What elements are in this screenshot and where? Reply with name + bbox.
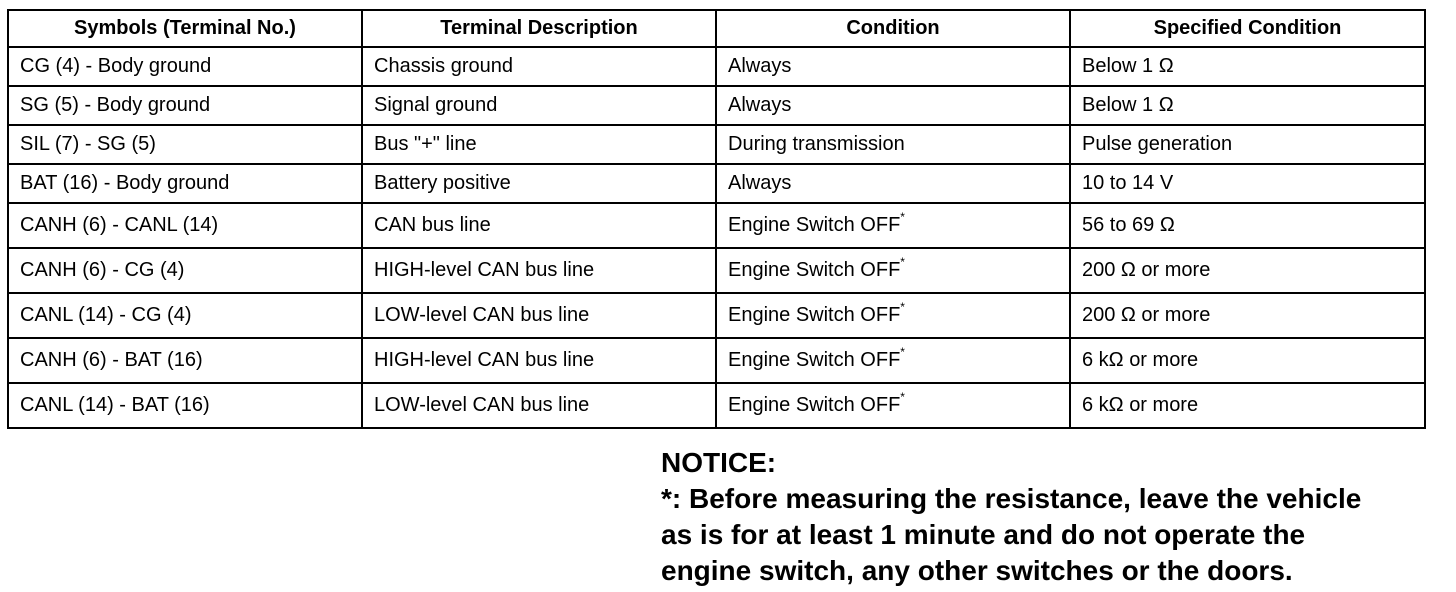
table-row xyxy=(8,47,1425,86)
cell-specified: 200 Ω or more xyxy=(1070,293,1425,338)
table-row xyxy=(8,164,1425,203)
terminal-spec-table xyxy=(7,9,1426,429)
table-header-row xyxy=(8,10,1425,47)
cell-description: Signal ground xyxy=(362,86,716,125)
table-row xyxy=(8,203,1425,248)
table-row xyxy=(8,383,1425,428)
cell-specified: 56 to 69 Ω xyxy=(1070,203,1425,248)
cell-description: HIGH-level CAN bus line xyxy=(362,248,716,293)
cell-specified: 200 Ω or more xyxy=(1070,248,1425,293)
cell-condition xyxy=(716,338,1070,383)
table-row xyxy=(8,248,1425,293)
condition-text: Engine Switch OFF xyxy=(728,259,901,281)
cell-condition xyxy=(716,383,1070,428)
cell-specified: 10 to 14 V xyxy=(1070,164,1425,203)
table-row xyxy=(8,125,1425,164)
cell-condition xyxy=(716,203,1070,248)
condition-text: Engine Switch OFF xyxy=(728,394,901,416)
cell-symbols: CANH (6) - BAT (16) xyxy=(8,338,362,383)
cell-description: Battery positive xyxy=(362,164,716,203)
cell-condition xyxy=(716,293,1070,338)
cell-description: Chassis ground xyxy=(362,47,716,86)
condition-text: During transmission xyxy=(728,133,905,155)
cell-description: LOW-level CAN bus line xyxy=(362,383,716,428)
cell-condition xyxy=(716,164,1070,203)
cell-symbols: CANL (14) - CG (4) xyxy=(8,293,362,338)
notice-line: *: Before measuring the resistance, leave the vehicle xyxy=(661,483,1362,514)
header-specified-condition: Specified Condition xyxy=(1070,10,1425,47)
cell-symbols: SG (5) - Body ground xyxy=(8,86,362,125)
notice-heading: NOTICE: xyxy=(661,447,777,478)
cell-symbols: CANH (6) - CG (4) xyxy=(8,248,362,293)
cell-description: LOW-level CAN bus line xyxy=(362,293,716,338)
cell-specified: Below 1 Ω xyxy=(1070,86,1425,125)
notice-block xyxy=(661,445,1451,589)
table-row xyxy=(8,338,1425,383)
cell-specified: 6 kΩ or more xyxy=(1070,338,1425,383)
cell-symbols: CANH (6) - CANL (14) xyxy=(8,203,362,248)
cell-description: CAN bus line xyxy=(362,203,716,248)
condition-text: Always xyxy=(728,94,792,116)
notice-line: as is for at least 1 minute and do not operate the xyxy=(661,519,1306,550)
cell-condition xyxy=(716,86,1070,125)
condition-text: Always xyxy=(728,172,792,194)
cell-symbols: CANL (14) - BAT (16) xyxy=(8,383,362,428)
header-symbols: Symbols (Terminal No.) xyxy=(8,10,362,47)
cell-symbols: SIL (7) - SG (5) xyxy=(8,125,362,164)
header-terminal-description: Terminal Description xyxy=(362,10,716,47)
cell-description: HIGH-level CAN bus line xyxy=(362,338,716,383)
condition-text: Engine Switch OFF xyxy=(728,349,901,371)
cell-symbols: CG (4) - Body ground xyxy=(8,47,362,86)
footnote-mark: * xyxy=(900,345,905,359)
cell-specified: Pulse generation xyxy=(1070,125,1425,164)
cell-condition xyxy=(716,47,1070,86)
condition-text: Engine Switch OFF xyxy=(728,304,901,326)
footnote-mark: * xyxy=(900,210,905,224)
footnote-mark: * xyxy=(900,300,905,314)
header-condition: Condition xyxy=(716,10,1070,47)
condition-text: Always xyxy=(728,55,792,77)
table-row xyxy=(8,293,1425,338)
table-row xyxy=(8,86,1425,125)
cell-condition xyxy=(716,125,1070,164)
cell-specified: 6 kΩ or more xyxy=(1070,383,1425,428)
cell-condition xyxy=(716,248,1070,293)
cell-symbols: BAT (16) - Body ground xyxy=(8,164,362,203)
notice-line: engine switch, any other switches or the doors. xyxy=(661,555,1293,586)
footnote-mark: * xyxy=(900,255,905,269)
cell-description: Bus "+" line xyxy=(362,125,716,164)
cell-specified: Below 1 Ω xyxy=(1070,47,1425,86)
footnote-mark: * xyxy=(900,390,905,404)
condition-text: Engine Switch OFF xyxy=(728,214,901,236)
